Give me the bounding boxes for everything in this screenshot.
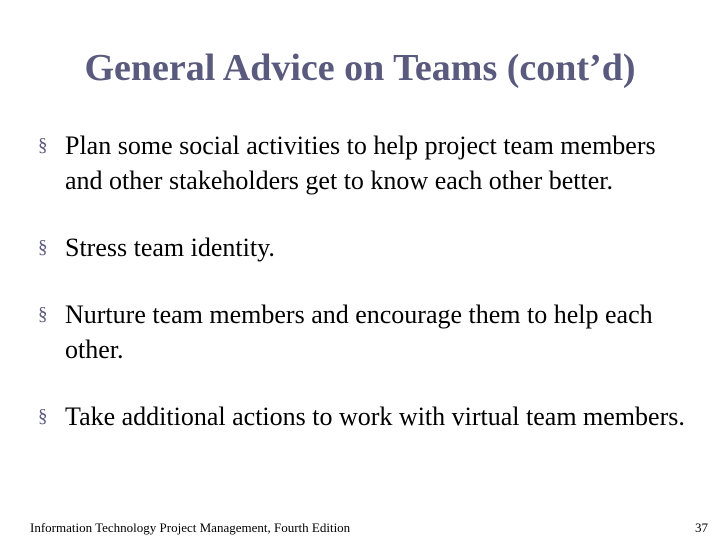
bullet-list [38,128,698,466]
bullet-text: Nurture team members and encourage them to help each other. [65,300,653,364]
bullet-text: Plan some social activities to help project team members and other stakeholders get to know each other better. [65,131,656,195]
bullet-item [38,399,698,434]
bullet-item [38,230,698,265]
bullet-text: Take additional actions to work with virtual team members. [65,402,685,431]
bullet-text: Stress team identity. [65,233,275,262]
footer-source: Information Technology Project Management, Fourth Edition [30,520,351,535]
bullet-item [38,297,698,367]
section-sign-bullet-icon: § [38,135,48,156]
section-sign-bullet-icon: § [38,304,48,325]
page-number: 37 [695,520,708,535]
section-sign-bullet-icon: § [38,237,48,258]
bullet-item [38,128,698,198]
section-sign-bullet-icon: § [38,406,48,427]
slide-title: General Advice on Teams (cont’d) [84,47,636,89]
